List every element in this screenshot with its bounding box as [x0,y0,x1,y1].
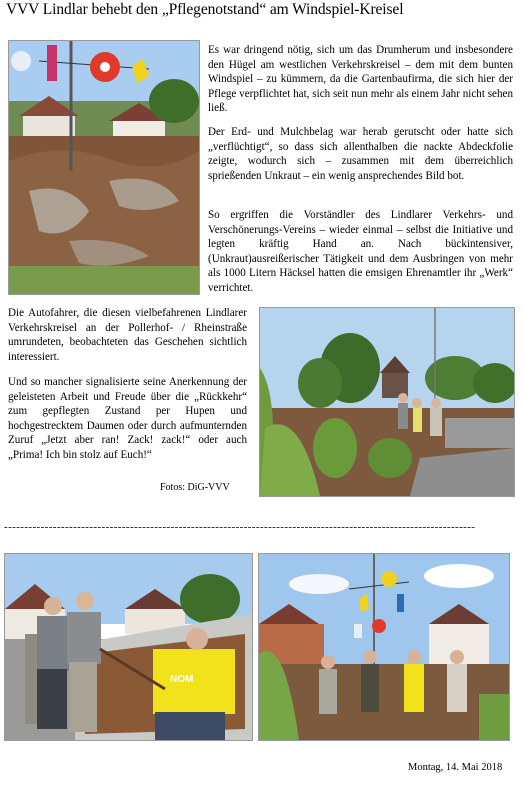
photo-mulch-shoveling [4,553,253,741]
photo-credit: Fotos: DiG-VVV [160,482,230,493]
shirt-logo-text: NOM [170,674,194,685]
photo-volunteers-hill [259,307,515,497]
photo-group-windspiel [258,553,510,741]
photo-roundabout-before [8,40,200,295]
separator-line: -------------------------------------------------------------------------------------------------------------------- [4,521,476,533]
paragraph-2: Der Erd- und Mulchbelag war herab gerutscht oder hatte sich „verflüchtigt“, so dass sich allenthalben die nackte Abdeckfolie zeigte, wodurch sich – zusammen mit dem überreichlich sprießenden Unkraut – ein wenig ansprechendes Bild bot. [208,126,513,182]
paragraph-3: So ergriffen die Vorständler des Lindlarer Verkehrs- und Verschönerungs-Vereins – wieder einmal – selbst die Initiative und legten kräftig Hand an. Nach bückintensiver, (Unkraut)ausreißerischer Tätigkeit und dem Ausbringen von mehr als 1000 Litern Häcksel hatten die emsigen Ehrenamtler ihr „Werk“ verrichtet. [208,209,513,294]
date-line: Montag, 14. Mai 2018 [408,762,503,773]
paragraph-1: Es war dringend nötig, sich um das Drumherum und insbesondere den Hügel am westlichen Verkehrskreisel – dem mit dem bunten Windspiel – zu kümmern, da die Gartenbaufirma, die sich hier der Pflege verpflichtet hat, sich seit nun mehr als einem Jahr nicht sehen ließ. [208,44,513,115]
page-title: VVV Lindlar behebt den „Pflegenotstand“ am Windspiel-Kreisel [6,1,404,18]
paragraph-5: Und so mancher signalisierte seine Anerkennung der geleisteten Arbeit und Freude über die „Rückkehr“ zum gepflegten Zustand per Hupen und hochgestrecktem Daumen oder durch aufmunternden Zuruf „Jetzt aber ran! Zack! zack!“ oder auch „Prima! Ich bin stolz auf Euch!“ [8,376,247,461]
paragraph-4: Die Autofahrer, die diesen vielbefahrenen Lindlarer Verkehrskreisel an der Pollerhof- / Rheinstraße umrundeten, beobachteten das Geschehen sichtlich interessiert. [8,307,247,363]
